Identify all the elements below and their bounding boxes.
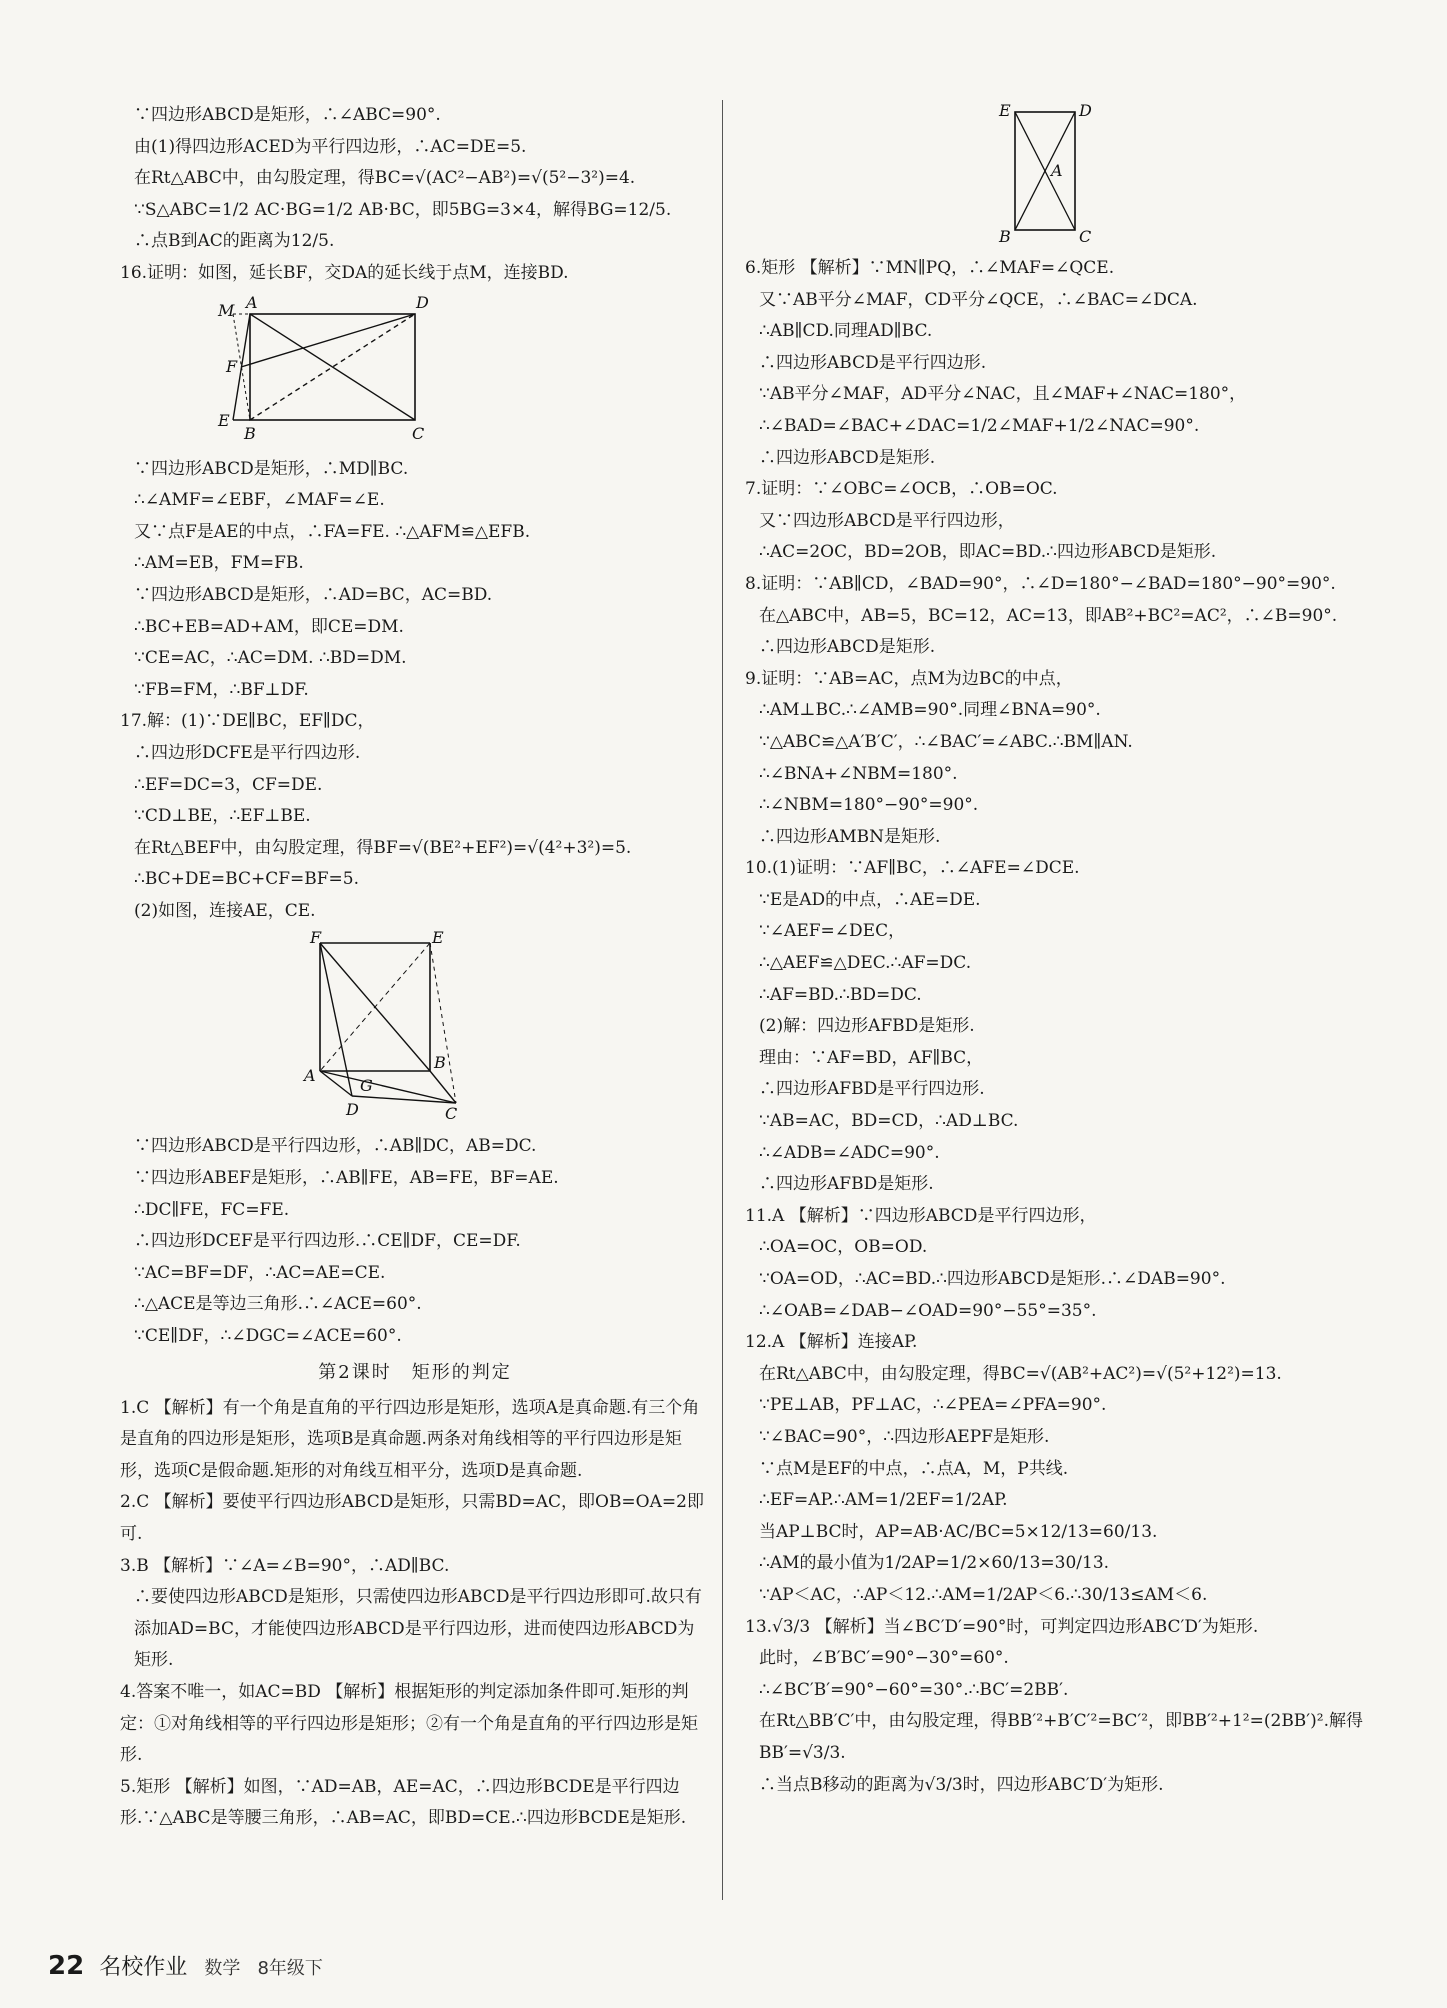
text-line: ∴∠OAB=∠DAB−∠OAD=90°−55°=35°. <box>759 1300 1097 1321</box>
solution-15-block <box>120 100 710 290</box>
label-d: D <box>1079 101 1092 120</box>
text-line: ∵点M是EF的中点，∴点A，M，P共线. <box>759 1458 1069 1479</box>
text-line: ∵E是AD的中点，∴AE=DE. <box>759 889 981 910</box>
text-line: ∵四边形ABEF是矩形，∴AB∥FE，AB=FE，BF=AE. <box>134 1168 559 1189</box>
label-b: B <box>999 227 1011 245</box>
text-line: 又∵点F是AE的中点，∴FA=FE. ∴△AFM≌△EFB. <box>134 521 531 542</box>
text-line: 4.答案不唯一，如AC=BD 【解析】根据矩形的判定添加条件即可.矩形的判定：①对角线相等的平行四边形是矩形；②有一个角是直角的平行四边形是矩形. <box>120 1681 698 1766</box>
text-line: ∴四边形DCFE是平行四边形. <box>134 742 361 763</box>
solution-17-2-block <box>120 1131 710 1352</box>
label-d: D <box>416 293 429 312</box>
text-line: ∵CD⊥BE，∴EF⊥BE. <box>134 806 311 827</box>
label-b: B <box>434 1053 446 1073</box>
text-line: ∴四边形ABCD是矩形. <box>759 447 936 468</box>
label-g: G <box>360 1076 373 1096</box>
label-a: A <box>1051 161 1063 180</box>
text-line: ∴四边形AFBD是矩形. <box>759 1174 934 1195</box>
text-line: 1.C 【解析】有一个角是直角的平行四边形是矩形，选项A是真命题.有三个角是直角的四边形是矩形，选项B是真命题.两条对角线相等的平行四边形是矩形，选项C是假命题.矩形的对角线互相平分，选项D是真命题. <box>120 1397 700 1481</box>
label-c: C <box>445 1104 458 1122</box>
text-line: 5.矩形 【解析】如图，∵AD=AB，AE=AC，∴四边形BCDE是平行四边形.∵△ABC是等腰三角形，∴AB=AC，即BD=CE.∴四边形BCDE是矩形. <box>120 1776 687 1829</box>
text-line: ∴四边形ABCD是矩形. <box>759 637 936 658</box>
text-line: ∵△ABC≌△A′B′C′，∴∠BAC′=∠ABC.∴BM∥AN. <box>759 731 1133 752</box>
text-line: ∵∠AEF=∠DEC， <box>759 921 906 942</box>
text-line: 12.A 【解析】连接AP. <box>745 1332 918 1353</box>
text-line: ∵AB=AC，BD=CD，∴AD⊥BC. <box>759 1111 1019 1132</box>
text-line: ∴DC∥FE，FC=FE. <box>134 1199 290 1220</box>
text-line: ∴四边形AMBN是矩形. <box>759 826 941 847</box>
text-line: ∴AB∥CD.同理AD∥BC. <box>759 321 933 342</box>
text-line: 在Rt△ABC中，由勾股定理，得BC=√(AB²+AC²)=√(5²+12²)=13. <box>759 1363 1282 1384</box>
text-line: ∵四边形ABCD是矩形，∴∠ABC=90°. <box>134 105 441 125</box>
text-line: ∴∠BNA+∠NBM=180°. <box>759 763 958 784</box>
text-line: ∴AC=2OC，BD=2OB，即AC=BD.∴四边形ABCD是矩形. <box>759 542 1217 563</box>
text-line: ∴∠BC′B′=90°−60°=30°.∴BC′=2BB′. <box>759 1679 1069 1700</box>
text-line: ∴∠BAD=∠BAC+∠DAC=1/2∠MAF+1/2∠NAC=90°. <box>759 415 1200 436</box>
text-line: 3.B 【解析】∵∠A=∠B=90°，∴AD∥BC. <box>120 1555 450 1576</box>
text-line: ∵FB=FM，∴BF⊥DF. <box>134 679 309 700</box>
text-line: ∴△AEF≌△DEC.∴AF=DC. <box>759 953 972 974</box>
text-line: 在Rt△ABC中，由勾股定理，得BC=√(AC²−AB²)=√(5²−3²)=4. <box>134 168 636 189</box>
text-line: ∵PE⊥AB，PF⊥AC，∴∠PEA=∠PFA=90°. <box>759 1395 1107 1416</box>
text-line: 又∵四边形ABCD是平行四边形， <box>759 510 1015 531</box>
text-line: 17.解：(1)∵DE∥BC，EF∥DC， <box>120 711 375 732</box>
text-line: ∵∠BAC=90°，∴四边形AEPF是矩形. <box>759 1426 1050 1447</box>
label-c: C <box>412 423 425 443</box>
text-line: 13.√3/3 【解析】当∠BC′D′=90°时，可判定四边形ABC′D′为矩形. <box>745 1616 1259 1637</box>
text-line: ∵CE∥DF，∴∠DGC=∠ACE=60°. <box>134 1326 402 1347</box>
subject-label: 数学 <box>204 1958 241 1979</box>
text-line: ∴BC+EB=AD+AM，即CE=DM. <box>134 616 404 637</box>
text-line: ∴∠ADB=∠ADC=90°. <box>759 1142 940 1163</box>
text-line: ∵四边形ABCD是矩形，∴AD=BC，AC=BD. <box>134 584 493 605</box>
text-line: (2)解：四边形AFBD是矩形. <box>759 1016 975 1037</box>
grade-label: 8年级下 <box>257 1958 323 1979</box>
label-d: D <box>346 1100 359 1120</box>
label-m: M <box>218 300 235 320</box>
page-footer <box>48 1950 323 1981</box>
text-line: ∵AC=BF=DF，∴AC=AE=CE. <box>134 1262 386 1283</box>
label-e: E <box>218 410 230 430</box>
label-e: E <box>432 931 444 948</box>
text-line: ∴△ACE是等边三角形.∴∠ACE=60°. <box>134 1294 422 1315</box>
text-line: ∴OA=OC，OB=OD. <box>759 1237 928 1258</box>
text-line: 在Rt△BB′C′中，由勾股定理，得BB′²+B′C′²=BC′²，即BB′²+1²=(2BB′)².解得BB′=√3/3. <box>759 1711 1364 1763</box>
book-title: 名校作业 <box>99 1955 188 1980</box>
text-line: ∴∠AMF=∠EBF，∠MAF=∠E. <box>134 490 385 511</box>
solution-16-17-block <box>120 454 710 928</box>
left-column <box>120 100 710 1835</box>
text-line: 7.证明：∵∠OBC=∠OCB，∴OB=OC. <box>745 479 1058 500</box>
text-line: ∵AB平分∠MAF，AD平分∠NAC，且∠MAF+∠NAC=180°， <box>759 384 1247 405</box>
text-line: 理由：∵AF=BD，AF∥BC， <box>759 1047 984 1068</box>
text-line: ∴四边形AFBD是平行四边形. <box>759 1079 985 1100</box>
text-line: 在Rt△BEF中，由勾股定理，得BF=√(BE²+EF²)=√(4²+3²)=5. <box>134 837 632 858</box>
section-title: 第2课时 矩形的判定 <box>318 1361 512 1383</box>
text-line: ∵AP＜AC，∴AP＜12.∴AM=1/2AP＜6.∴30/13≤AM＜6. <box>759 1584 1208 1605</box>
label-e: E <box>999 101 1011 120</box>
label-f: F <box>310 931 322 948</box>
text-line: 2.C 【解析】要使平行四边形ABCD是矩形，只需BD=AC，即OB=OA=2即可. <box>120 1492 704 1544</box>
page-number: 22 <box>48 1951 85 1981</box>
label-c: C <box>1079 227 1092 245</box>
text-line: ∵OA=OD，∴AC=BD.∴四边形ABCD是矩形.∴∠DAB=90°. <box>759 1269 1226 1289</box>
text-line: 11.A 【解析】∵四边形ABCD是平行四边形， <box>745 1205 1097 1226</box>
text-line: 9.证明：∵AB=AC，点M为边BC的中点， <box>745 668 1073 689</box>
text-line: ∴AF=BD.∴BD=DC. <box>759 984 922 1005</box>
text-line: ∴∠NBM=180°−90°=90°. <box>759 795 979 816</box>
text-line: 6.矩形 【解析】∵MN∥PQ，∴∠MAF=∠QCE. <box>745 258 1115 278</box>
text-line: 当AP⊥BC时，AP=AB·AC/BC=5×12/13=60/13. <box>759 1521 1158 1542</box>
text-line: 10.(1)证明：∵AF∥BC，∴∠AFE=∠DCE. <box>745 858 1080 879</box>
label-a: A <box>304 1066 316 1086</box>
text-line: ∵四边形ABCD是矩形，∴MD∥BC. <box>134 458 409 479</box>
figure-16 <box>120 294 710 448</box>
text-line: ∴AM⊥BC.∴∠AMB=90°.同理∠BNA=90°. <box>759 700 1101 721</box>
text-line: ∴点B到AC的距离为12/5. <box>134 231 335 252</box>
text-line: 此时，∠B′BC′=90°−30°=60°. <box>759 1648 1009 1669</box>
figure-17 <box>120 931 710 1125</box>
label-a: A <box>246 293 258 312</box>
figure-5 <box>995 100 1365 249</box>
text-line: ∴AM=EB，FM=FB. <box>134 553 304 574</box>
text-line: ∵CE=AC，∴AC=DM. ∴BD=DM. <box>134 648 407 669</box>
lesson2-answers-block <box>120 1393 710 1835</box>
text-line: ∴EF=AP.∴AM=1/2EF=1/2AP. <box>759 1490 1008 1511</box>
label-b: B <box>244 423 256 443</box>
text-line: ∴BC+DE=BC+CF=BF=5. <box>134 869 360 890</box>
right-column <box>745 100 1365 1801</box>
answers-6-13-block <box>745 253 1365 1801</box>
text-line: ∴四边形DCEF是平行四边形.∴CE∥DF，CE=DF. <box>134 1231 521 1252</box>
text-line: ∵S△ABC=1/2 AC·BG=1/2 AB·BC，即5BG=3×4，解得BG=12/5. <box>134 199 672 220</box>
text-line: 16.证明：如图，延长BF，交DA的延长线于点M，连接BD. <box>120 262 569 283</box>
column-divider <box>722 100 723 1900</box>
text-line: 又∵AB平分∠MAF，CD平分∠QCE，∴∠BAC=∠DCA. <box>759 289 1198 310</box>
text-line: (2)如图，连接AE，CE. <box>134 900 316 921</box>
text-line: ∴AM的最小值为1/2AP=1/2×60/13=30/13. <box>759 1553 1110 1574</box>
text-line: ∴要使四边形ABCD是矩形，只需使四边形ABCD是平行四边形即可.故只有添加AD=BC，才能使四边形ABCD是平行四边形，进而使四边形ABCD为矩形. <box>134 1587 702 1671</box>
text-line: 由(1)得四边形ACED为平行四边形，∴AC=DE=5. <box>134 136 527 157</box>
text-line: ∴当点B移动的距离为√3/3时，四边形ABC′D′为矩形. <box>759 1774 1164 1795</box>
label-f: F <box>226 356 238 376</box>
text-line: ∴四边形ABCD是平行四边形. <box>759 352 987 373</box>
text-line: ∴EF=DC=3，CF=DE. <box>134 774 323 795</box>
text-line: 在△ABC中，AB=5，BC=12，AC=13，即AB²+BC²=AC²，∴∠B=90°. <box>759 605 1338 626</box>
text-line: ∵四边形ABCD是平行四边形，∴AB∥DC，AB=DC. <box>134 1136 537 1157</box>
text-line: 8.证明：∵AB∥CD，∠BAD=90°，∴∠D=180°−∠BAD=180°−90°=90°. <box>745 573 1336 594</box>
